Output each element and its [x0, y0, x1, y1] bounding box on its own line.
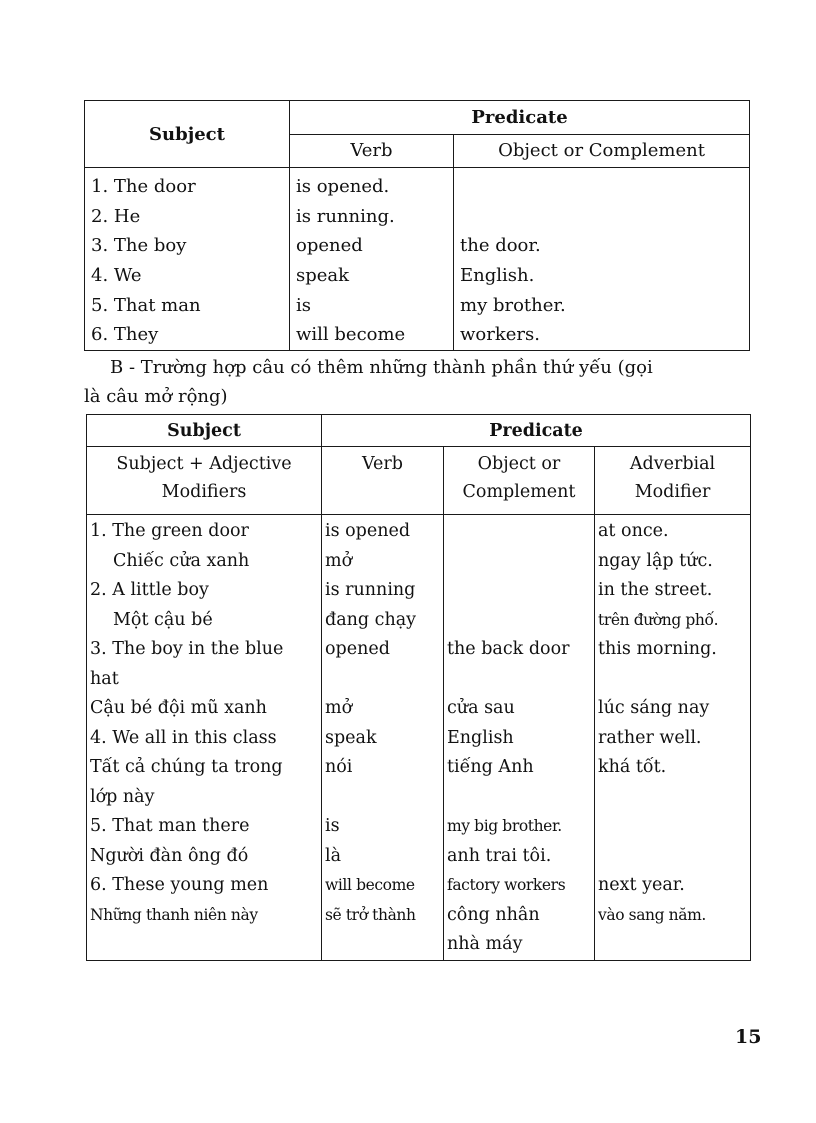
table2-subject-cell: hat [87, 665, 322, 695]
table2-verb-subheader: Verb [322, 447, 444, 515]
table1-predicate-header: Predicate [290, 101, 750, 135]
table2-subject-cell: Cậu bé đội mũ xanh [87, 694, 322, 724]
table2-verb-cell: opened [322, 635, 444, 665]
table2-verb-cell: mở [322, 547, 444, 577]
table2-subject-cell: Những thanh niên này [87, 901, 322, 931]
table-row [87, 812, 751, 842]
table2-object-cell: factory workers [444, 871, 595, 901]
table-row [85, 168, 750, 202]
table2-subject-cell [87, 930, 322, 960]
table2-object-cell: my big brother. [444, 812, 595, 842]
table2-subject-cell: 2. A little boy [87, 576, 322, 606]
table-row [87, 694, 751, 724]
table2-object-cell: nhà máy [444, 930, 595, 960]
table2-object-cell: the back door [444, 635, 595, 665]
table2-adverbial-cell [595, 783, 751, 813]
table1-object-header: Object or Complement [454, 134, 750, 168]
table2-adverbial-cell: trên đường phố. [595, 606, 751, 636]
table2-adverbial-cell [595, 842, 751, 872]
table2-object-cell: tiếng Anh [444, 753, 595, 783]
table1-verb-header: Verb [290, 134, 454, 168]
table-row [87, 871, 751, 901]
table2-predicate-header: Predicate [322, 415, 751, 447]
table2-object-cell [444, 606, 595, 636]
table1-subject-cell: 2. He [85, 202, 290, 232]
table2-verb-cell: mở [322, 694, 444, 724]
table2-adverbial-cell: lúc sáng nay [595, 694, 751, 724]
table-row [87, 515, 751, 547]
table1-subject-cell: 1. The door [85, 168, 290, 202]
table2-object-cell [444, 783, 595, 813]
table2-adverbial-cell: this morning. [595, 635, 751, 665]
table2-verb-cell [322, 930, 444, 960]
table2-subject-cell: 4. We all in this class [87, 724, 322, 754]
subheader-line: Complement [462, 482, 576, 502]
table-row [85, 320, 750, 350]
table1-verb-cell: will become [290, 320, 454, 350]
table2-verb-cell: nói [322, 753, 444, 783]
section-b-text-line1: B - Trường hợp câu có thêm những thành phần thứ yếu (gọi [110, 357, 653, 378]
table2-subject-subheader [87, 447, 322, 515]
table-row [87, 753, 751, 783]
table2-adverbial-cell: at once. [595, 515, 751, 547]
table2-adverbial-cell: in the street. [595, 576, 751, 606]
table1-verb-cell: opened [290, 231, 454, 261]
table2-adverbial-cell [595, 812, 751, 842]
table1-object-cell: English. [454, 261, 750, 291]
table2-verb-cell: đang chạy [322, 606, 444, 636]
table2-subject-cell: 3. The boy in the blue [87, 635, 322, 665]
table2-adverbial-cell: next year. [595, 871, 751, 901]
subheader-line: Subject + Adjective [116, 454, 292, 474]
table2-object-cell [444, 576, 595, 606]
table1-subject-cell: 3. The boy [85, 231, 290, 261]
subheader-line: Object or [477, 454, 561, 474]
table2-adverbial-subheader [595, 447, 751, 515]
table2-verb-cell: is [322, 812, 444, 842]
table-row [87, 901, 751, 931]
table-row [87, 576, 751, 606]
table2-object-subheader [444, 447, 595, 515]
table2-adverbial-cell [595, 930, 751, 960]
page-number: 15 [735, 1026, 762, 1048]
table2-object-cell: English [444, 724, 595, 754]
table2-adverbial-cell: khá tốt. [595, 753, 751, 783]
table1-subject-cell: 6. They [85, 320, 290, 350]
table-row [87, 724, 751, 754]
table2-adverbial-cell: rather well. [595, 724, 751, 754]
table1-object-cell: my brother. [454, 291, 750, 321]
table2-object-cell: anh trai tôi. [444, 842, 595, 872]
table1-subject-cell: 4. We [85, 261, 290, 291]
table1-verb-cell: is opened. [290, 168, 454, 202]
table2-verb-cell: là [322, 842, 444, 872]
table-row [85, 261, 750, 291]
table2-subject-header: Subject [87, 415, 322, 447]
table1-subject-cell: 5. That man [85, 291, 290, 321]
table-row [87, 547, 751, 577]
basic-sentence-table [84, 100, 750, 351]
table2-verb-cell: speak [322, 724, 444, 754]
table2-subject-cell: Chiếc cửa xanh [87, 547, 322, 577]
table-row [85, 231, 750, 261]
table2-object-cell [444, 665, 595, 695]
table2-object-cell [444, 515, 595, 547]
table2-verb-cell: will become [322, 871, 444, 901]
table1-object-cell: the door. [454, 231, 750, 261]
subheader-line: Modifier [634, 482, 711, 502]
table-row [87, 930, 751, 960]
table1-verb-cell: is running. [290, 202, 454, 232]
table2-verb-cell [322, 665, 444, 695]
table2-subject-cell: Một cậu bé [87, 606, 322, 636]
subheader-line: Modifiers [161, 482, 247, 502]
subheader-line: Adverbial [629, 454, 716, 474]
table1-object-cell [454, 168, 750, 202]
table1-verb-cell: is [290, 291, 454, 321]
table2-subject-cell: Tất cả chúng ta trong [87, 753, 322, 783]
table1-subject-header: Subject [85, 101, 290, 168]
table2-adverbial-cell: ngay lập tức. [595, 547, 751, 577]
table-row [87, 783, 751, 813]
table1-object-cell: workers. [454, 320, 750, 350]
table2-verb-cell: is running [322, 576, 444, 606]
table-row [87, 842, 751, 872]
table-row [85, 291, 750, 321]
section-b-text-line2: là câu mở rộng) [84, 386, 228, 407]
table2-subject-cell: lớp này [87, 783, 322, 813]
table2-object-cell [444, 547, 595, 577]
table2-object-cell: công nhân [444, 901, 595, 931]
table2-verb-cell: sẽ trở thành [322, 901, 444, 931]
table-row [85, 202, 750, 232]
table2-subject-cell: 6. These young men [87, 871, 322, 901]
table-row [87, 665, 751, 695]
extended-sentence-table [86, 414, 751, 961]
table-row [87, 635, 751, 665]
table2-adverbial-cell [595, 665, 751, 695]
table1-verb-cell: speak [290, 261, 454, 291]
table2-verb-cell [322, 783, 444, 813]
table2-verb-cell: is opened [322, 515, 444, 547]
table2-subject-cell: 1. The green door [87, 515, 322, 547]
table2-subject-cell: Người đàn ông đó [87, 842, 322, 872]
table-row [87, 606, 751, 636]
table2-object-cell: cửa sau [444, 694, 595, 724]
table2-adverbial-cell: vào sang năm. [595, 901, 751, 931]
table2-subject-cell: 5. That man there [87, 812, 322, 842]
table1-object-cell [454, 202, 750, 232]
